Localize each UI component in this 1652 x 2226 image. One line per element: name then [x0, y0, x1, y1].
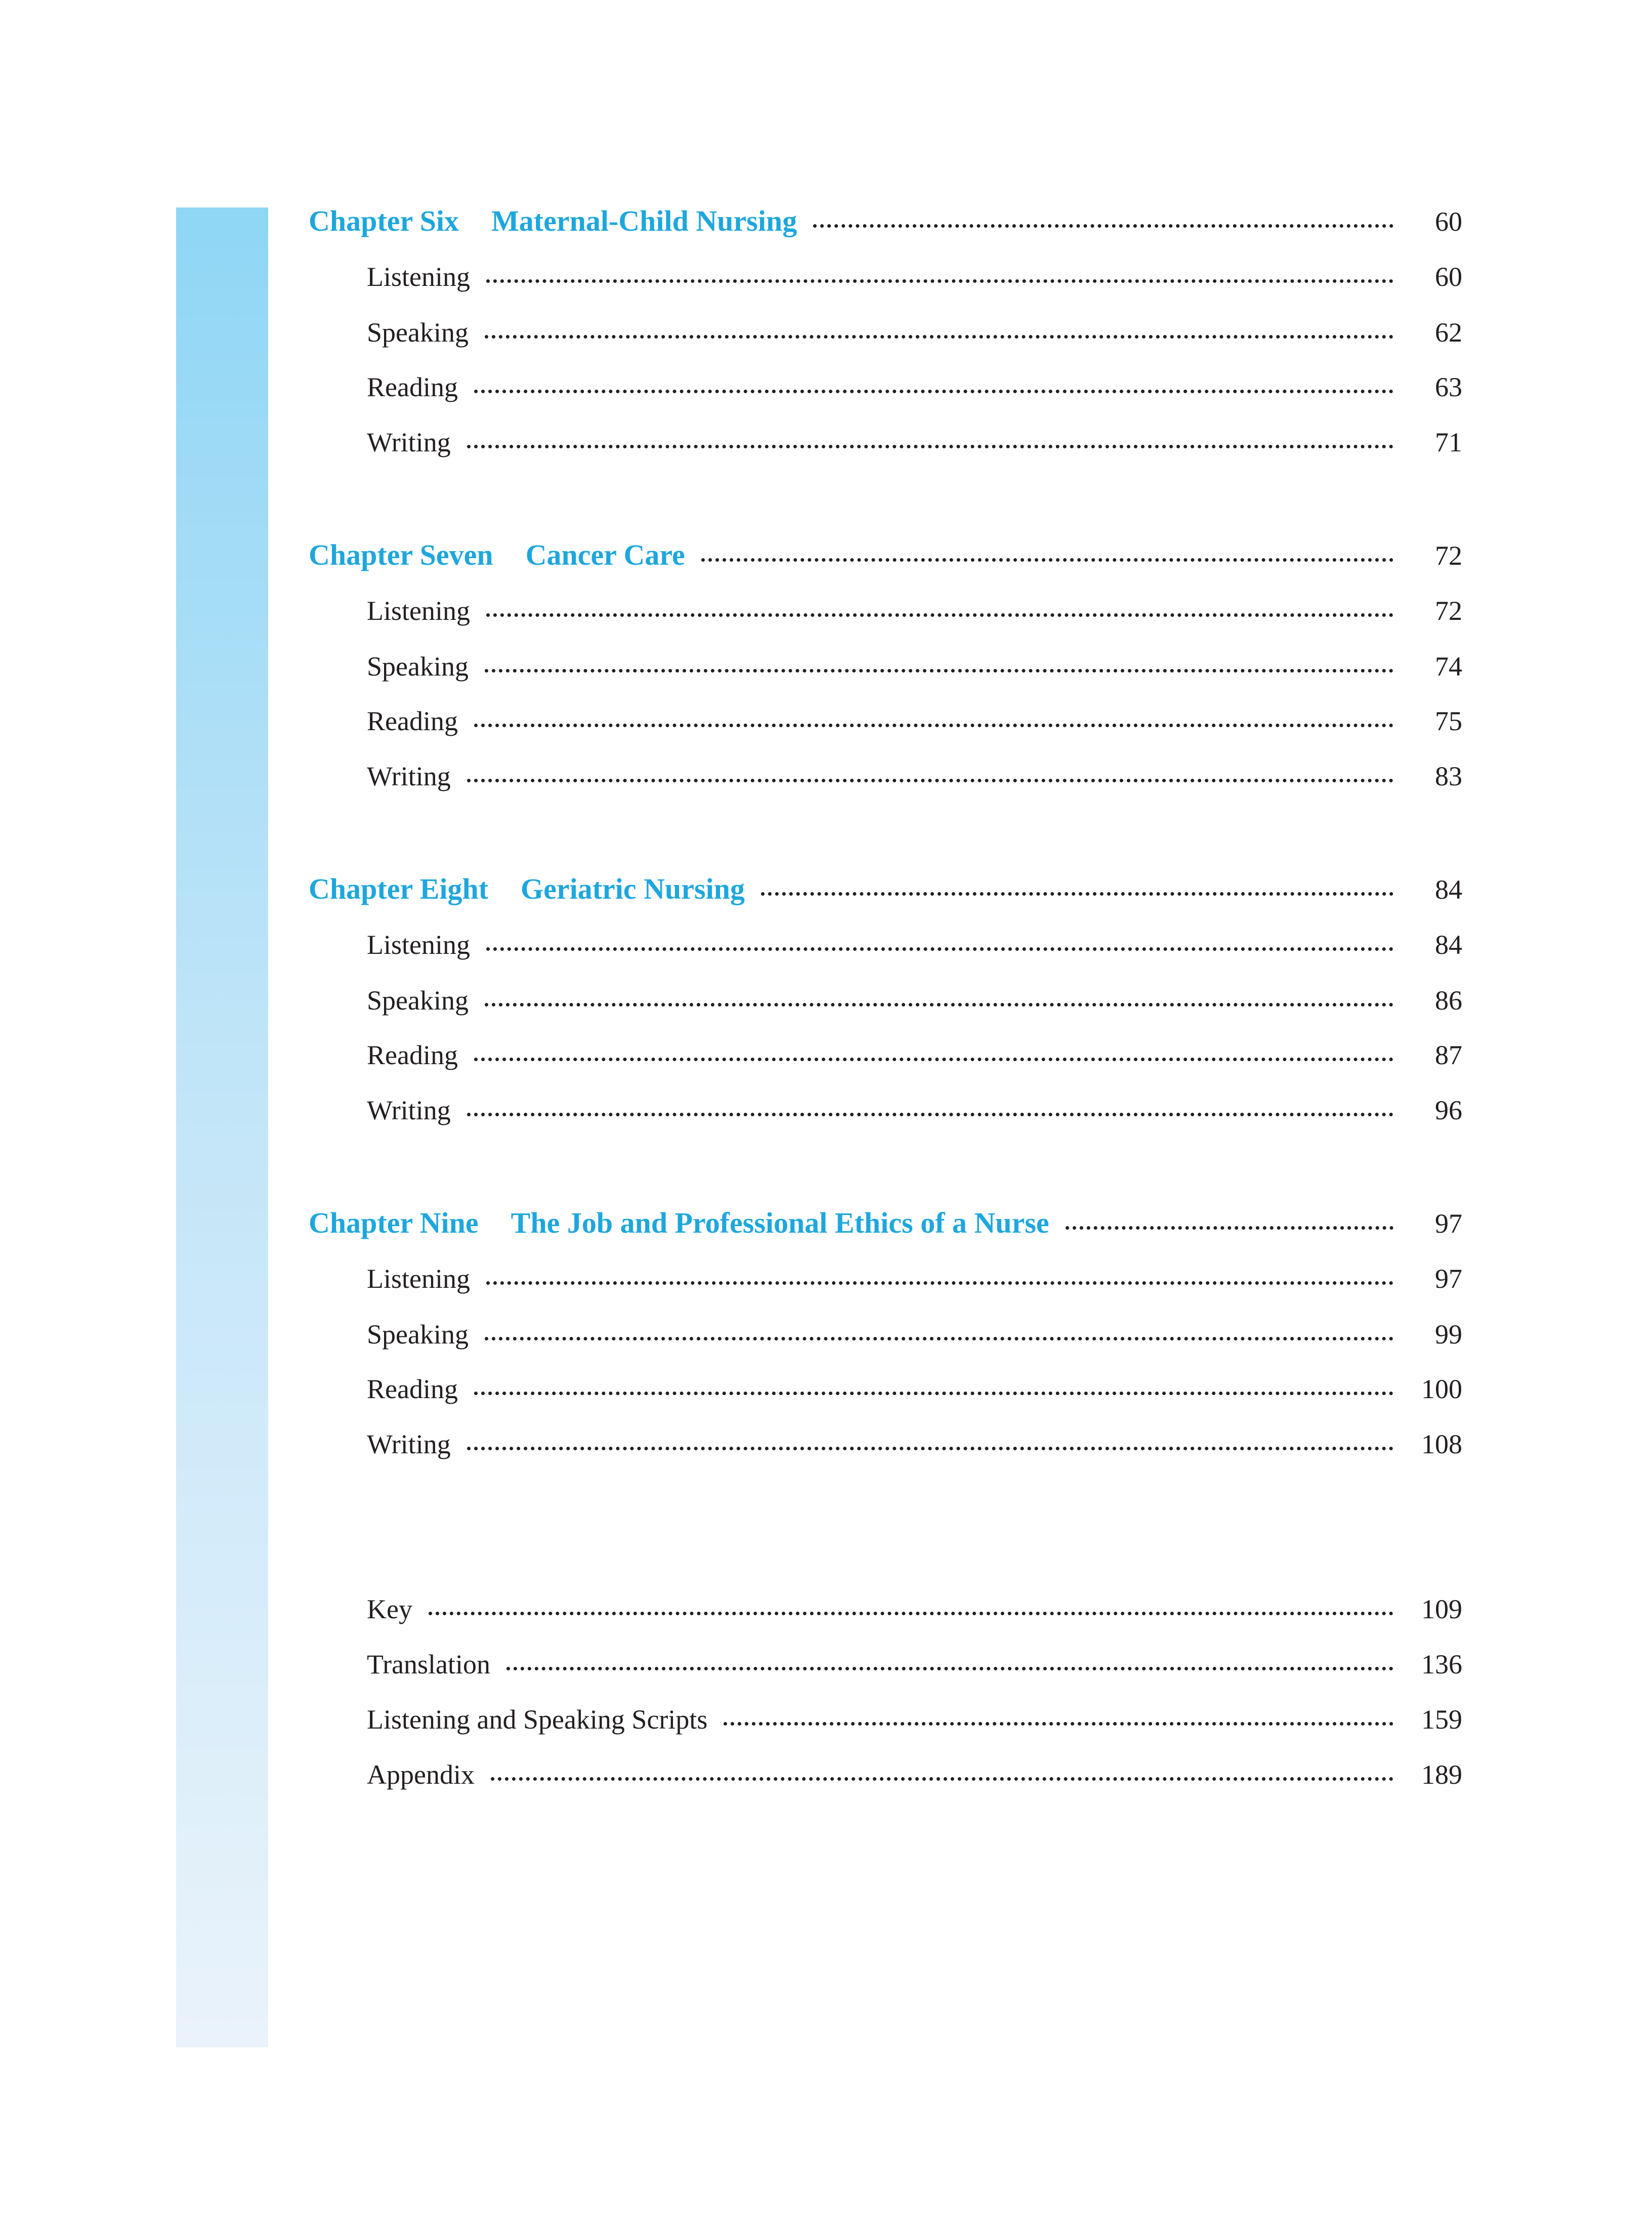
page-number: 75: [1435, 706, 1462, 736]
toc-section-writing[interactable]: [367, 763, 1462, 790]
page-number: 84: [1435, 930, 1462, 960]
dot-leader: [813, 224, 1393, 228]
toc-section-reading[interactable]: [367, 373, 1462, 401]
page-number: 96: [1435, 1095, 1462, 1125]
dot-leader: [701, 558, 1393, 562]
page-number: 63: [1435, 372, 1462, 402]
dot-leader: [474, 1392, 1393, 1395]
page-number: 72: [1435, 596, 1462, 626]
page-number: 71: [1435, 427, 1462, 457]
page-number: 99: [1435, 1319, 1462, 1350]
section-label: Writing: [367, 427, 451, 457]
chapter-number: Chapter Seven: [309, 538, 493, 571]
toc-chapter-six[interactable]: [309, 206, 1462, 236]
decorative-sidebar: [176, 207, 268, 2047]
page-number: 136: [1421, 1649, 1462, 1679]
section-label: Speaking: [367, 985, 469, 1016]
dot-leader: [485, 335, 1393, 339]
toc-chapter-eight[interactable]: [309, 874, 1462, 904]
dot-leader: [491, 1777, 1393, 1781]
toc-translation[interactable]: [367, 1651, 1462, 1678]
chapter-number: Chapter Eight: [309, 872, 489, 905]
toc-appendix[interactable]: [367, 1761, 1462, 1788]
dot-leader: [467, 445, 1393, 448]
toc-chapter-seven[interactable]: [309, 540, 1462, 570]
page-number: 62: [1435, 317, 1462, 348]
toc-key[interactable]: [367, 1595, 1462, 1623]
page-number: 83: [1435, 761, 1462, 791]
dot-leader: [506, 1667, 1393, 1670]
page-number: 74: [1435, 651, 1462, 682]
section-label: Listening: [367, 596, 470, 626]
toc-section-listening[interactable]: [367, 1265, 1462, 1292]
chapter-title: Cancer Care: [525, 538, 685, 571]
chapter-title: Maternal-Child Nursing: [491, 204, 797, 237]
dot-leader: [486, 947, 1393, 951]
section-label: Listening and Speaking Scripts: [367, 1704, 708, 1735]
section-label: Appendix: [367, 1759, 475, 1790]
page-number: 60: [1435, 262, 1462, 292]
page-number: 189: [1421, 1759, 1462, 1790]
dot-leader: [724, 1722, 1393, 1726]
chapter-number: Chapter Six: [309, 204, 459, 237]
dot-leader: [467, 1113, 1393, 1116]
dot-leader: [467, 779, 1393, 782]
dot-leader: [474, 390, 1393, 393]
section-label: Writing: [367, 1429, 451, 1459]
page-number: 159: [1421, 1704, 1462, 1735]
toc-section-listening[interactable]: [367, 263, 1462, 290]
page-number: 109: [1421, 1594, 1462, 1624]
chapter-number: Chapter Nine: [309, 1206, 479, 1239]
section-label: Listening: [367, 1264, 470, 1294]
section-label: Listening: [367, 930, 470, 960]
dot-leader: [761, 892, 1393, 896]
chapter-title: The Job and Professional Ethics of a Nurse: [511, 1206, 1049, 1239]
toc-section-speaking[interactable]: [367, 319, 1462, 346]
section-label: Key: [367, 1594, 412, 1624]
page-number: 87: [1435, 1040, 1462, 1070]
dot-leader: [486, 279, 1393, 283]
toc-section-speaking[interactable]: [367, 987, 1462, 1014]
section-label: Reading: [367, 1374, 458, 1404]
page-number: 72: [1435, 540, 1462, 571]
dot-leader: [1066, 1226, 1393, 1230]
dot-leader: [429, 1612, 1393, 1615]
toc-section-reading[interactable]: [367, 707, 1462, 735]
toc-listening-speaking-scripts[interactable]: [367, 1706, 1462, 1733]
toc-section-writing[interactable]: [367, 1431, 1462, 1458]
chapter-title: Geriatric Nursing: [521, 872, 745, 905]
dot-leader: [474, 724, 1393, 727]
dot-leader: [486, 1281, 1393, 1285]
dot-leader: [485, 669, 1393, 673]
page-number: 86: [1435, 985, 1462, 1016]
toc-chapter-nine[interactable]: [309, 1208, 1462, 1238]
dot-leader: [485, 1337, 1393, 1340]
section-label: Writing: [367, 761, 451, 791]
dot-leader: [467, 1447, 1393, 1450]
section-label: Speaking: [367, 651, 469, 682]
section-label: Reading: [367, 372, 458, 402]
toc-section-writing[interactable]: [367, 1097, 1462, 1124]
section-label: Reading: [367, 706, 458, 736]
toc-section-speaking[interactable]: [367, 653, 1462, 680]
toc-section-speaking[interactable]: [367, 1321, 1462, 1348]
section-label: Reading: [367, 1040, 458, 1070]
dot-leader: [485, 1003, 1393, 1006]
section-label: Listening: [367, 262, 470, 292]
page-number: 100: [1421, 1374, 1462, 1404]
page-number: 97: [1435, 1208, 1462, 1239]
dot-leader: [486, 613, 1393, 617]
page-number: 97: [1435, 1264, 1462, 1294]
section-label: Speaking: [367, 1319, 469, 1350]
toc-section-reading[interactable]: [367, 1375, 1462, 1403]
toc-section-listening[interactable]: [367, 931, 1462, 958]
page-number: 84: [1435, 874, 1462, 905]
section-label: Writing: [367, 1095, 451, 1125]
page-number: 108: [1421, 1429, 1462, 1459]
page-number: 60: [1435, 206, 1462, 237]
section-label: Translation: [367, 1649, 491, 1679]
dot-leader: [474, 1058, 1393, 1061]
toc-section-writing[interactable]: [367, 429, 1462, 456]
toc-section-reading[interactable]: [367, 1041, 1462, 1069]
toc-section-listening[interactable]: [367, 597, 1462, 624]
section-label: Speaking: [367, 317, 469, 348]
